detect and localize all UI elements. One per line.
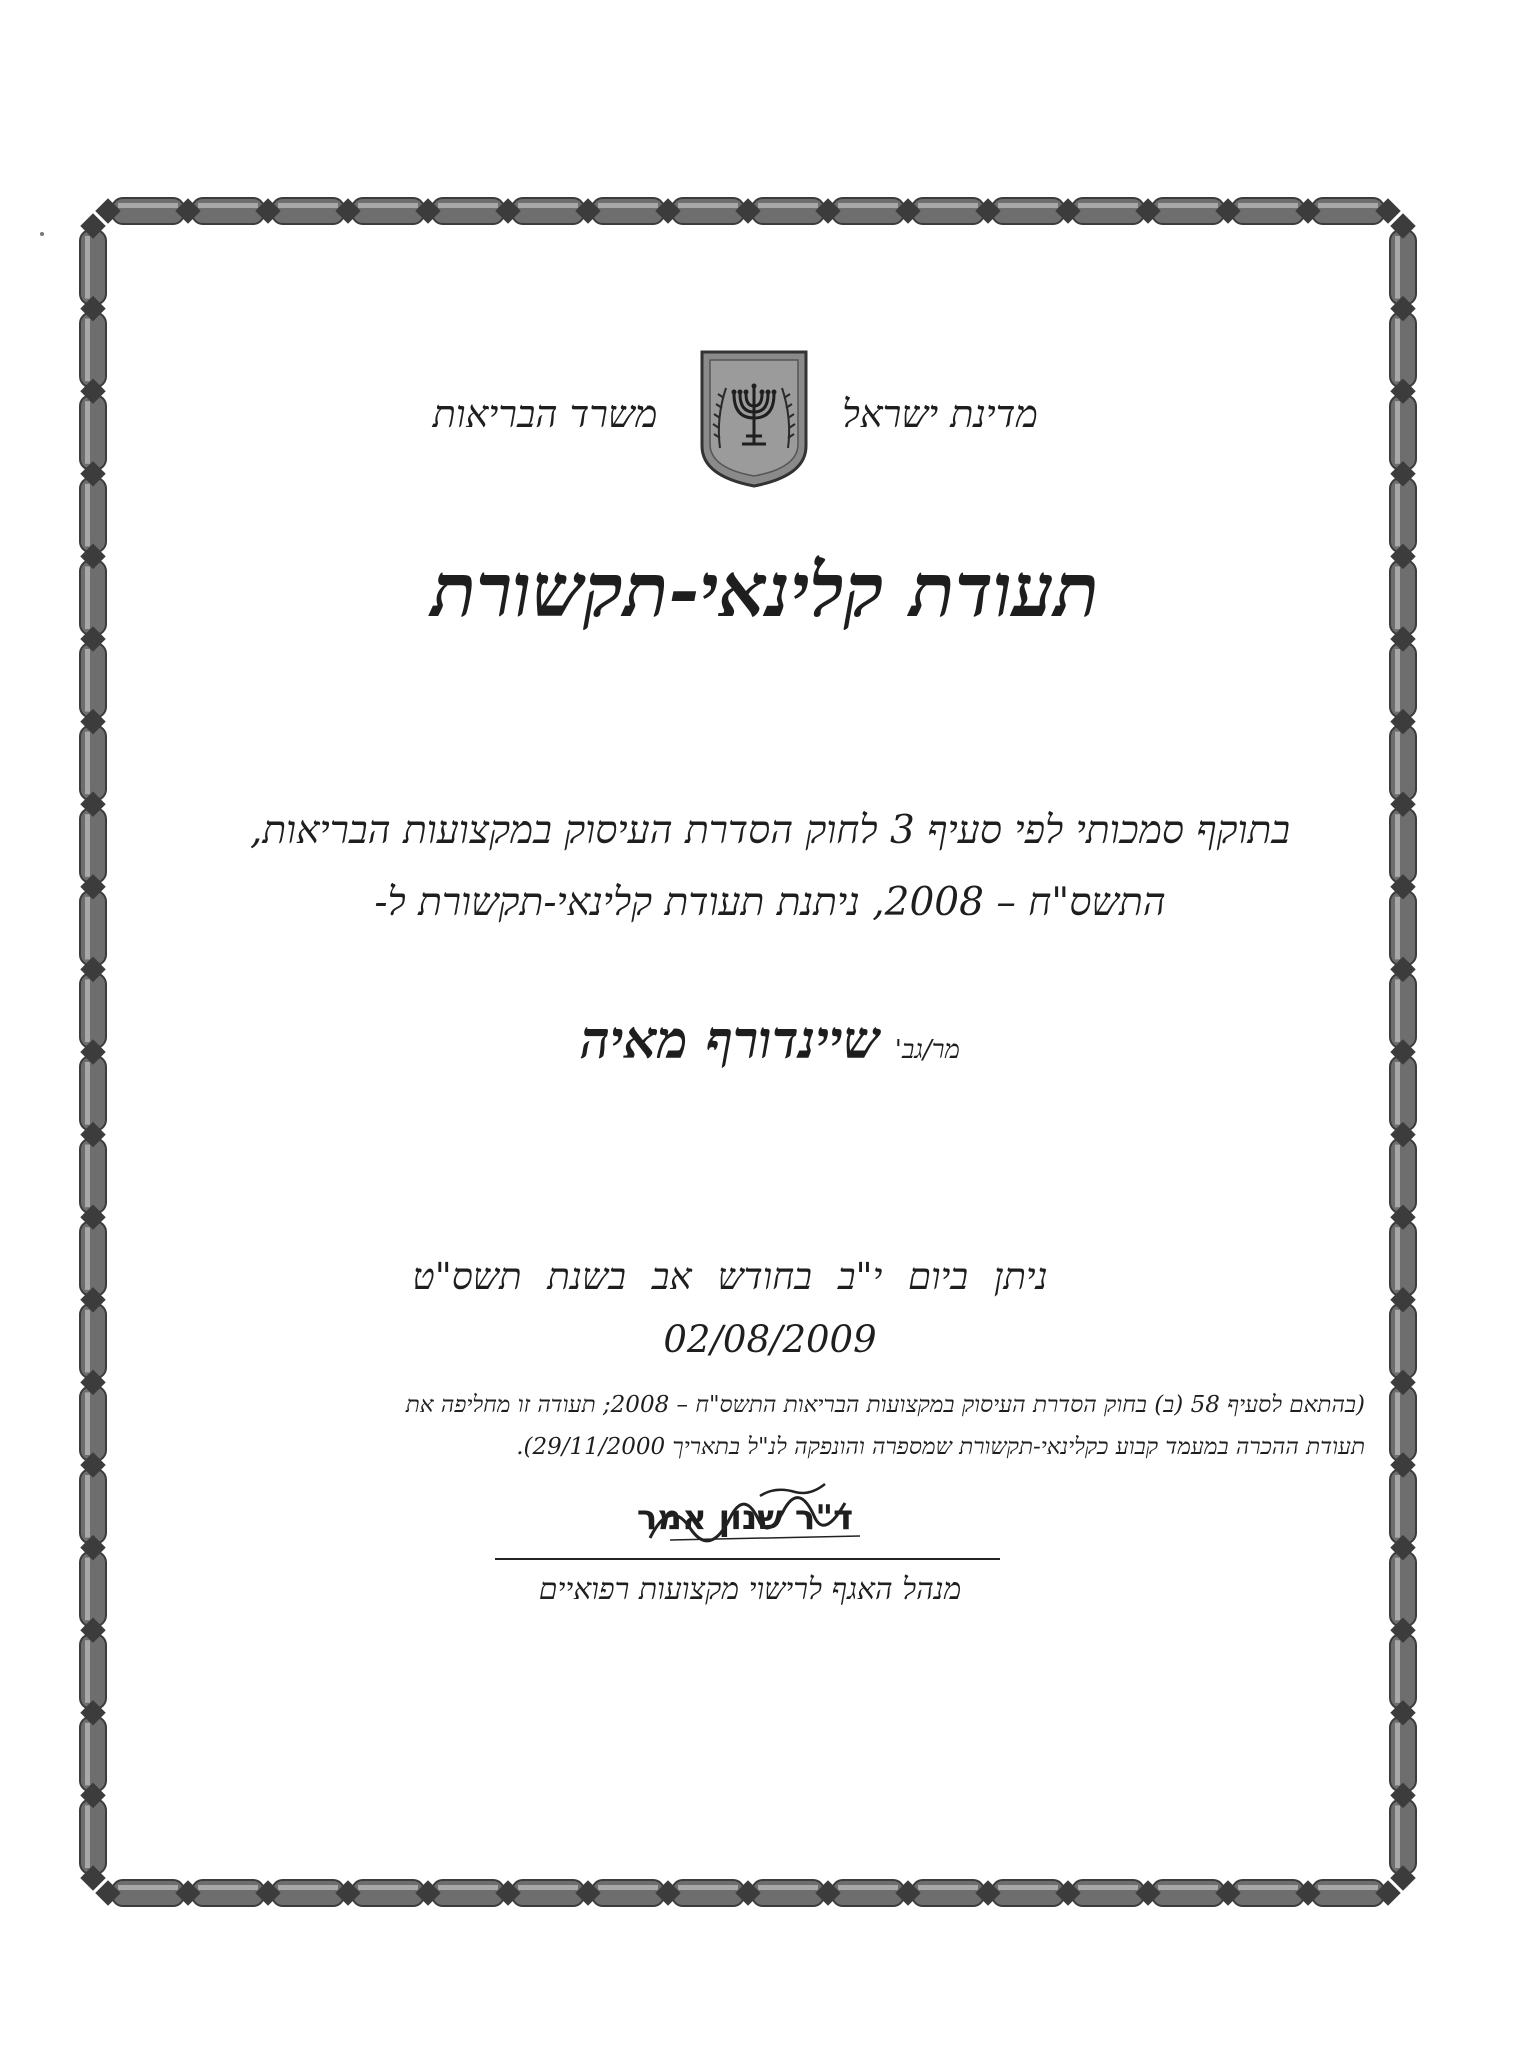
legal-note-line-2: תעודת ההכרה במעמד קבוע כקלינאי-תקשורת שמספרה והונפקה לנ"ל בתאריך 29/11/2000). — [516, 1434, 1365, 1460]
signatory-name: ד"ר שנון אמר — [636, 1498, 854, 1538]
authority-statement-line-2: התשס"ח – 2008, ניתנת תעודת קלינאי-תקשורת ל- — [374, 880, 1166, 925]
menorah-emblem-icon — [698, 348, 810, 488]
authority-statement-line-1: בתוקף סמכותי לפי סעיף 3 לחוק הסדרת העיסוק במקצועות הבריאות, — [249, 808, 1291, 853]
legal-note-line-1: (בהתאם לסעיף 58 (ב) בחוק הסדרת העיסוק במקצועות הבריאות התשס"ח – 2008; תעודה זו מחליפה את — [405, 1392, 1365, 1418]
issued-hebrew-date: ניתן ביום י"ב בחודש אב בשנת תשס"ט — [412, 1255, 1048, 1298]
handwritten-signature — [610, 1478, 910, 1552]
issued-date: 02/08/2009 — [663, 1318, 877, 1361]
recipient-prefix: מר/גב' — [894, 1035, 960, 1065]
signature-line — [495, 1558, 1000, 1560]
recipient — [300, 1010, 1240, 1071]
ministry-name: משרד הבריאות — [432, 392, 658, 436]
recipient-name: שיינדורף מאיה — [580, 1010, 880, 1071]
certificate-title: תעודת קלינאי-תקשורת — [430, 548, 1100, 634]
state-name: מדינת ישראל — [842, 392, 1038, 436]
signatory-title: מנהל האגף לרישוי מקצועות רפואיים — [538, 1572, 962, 1607]
